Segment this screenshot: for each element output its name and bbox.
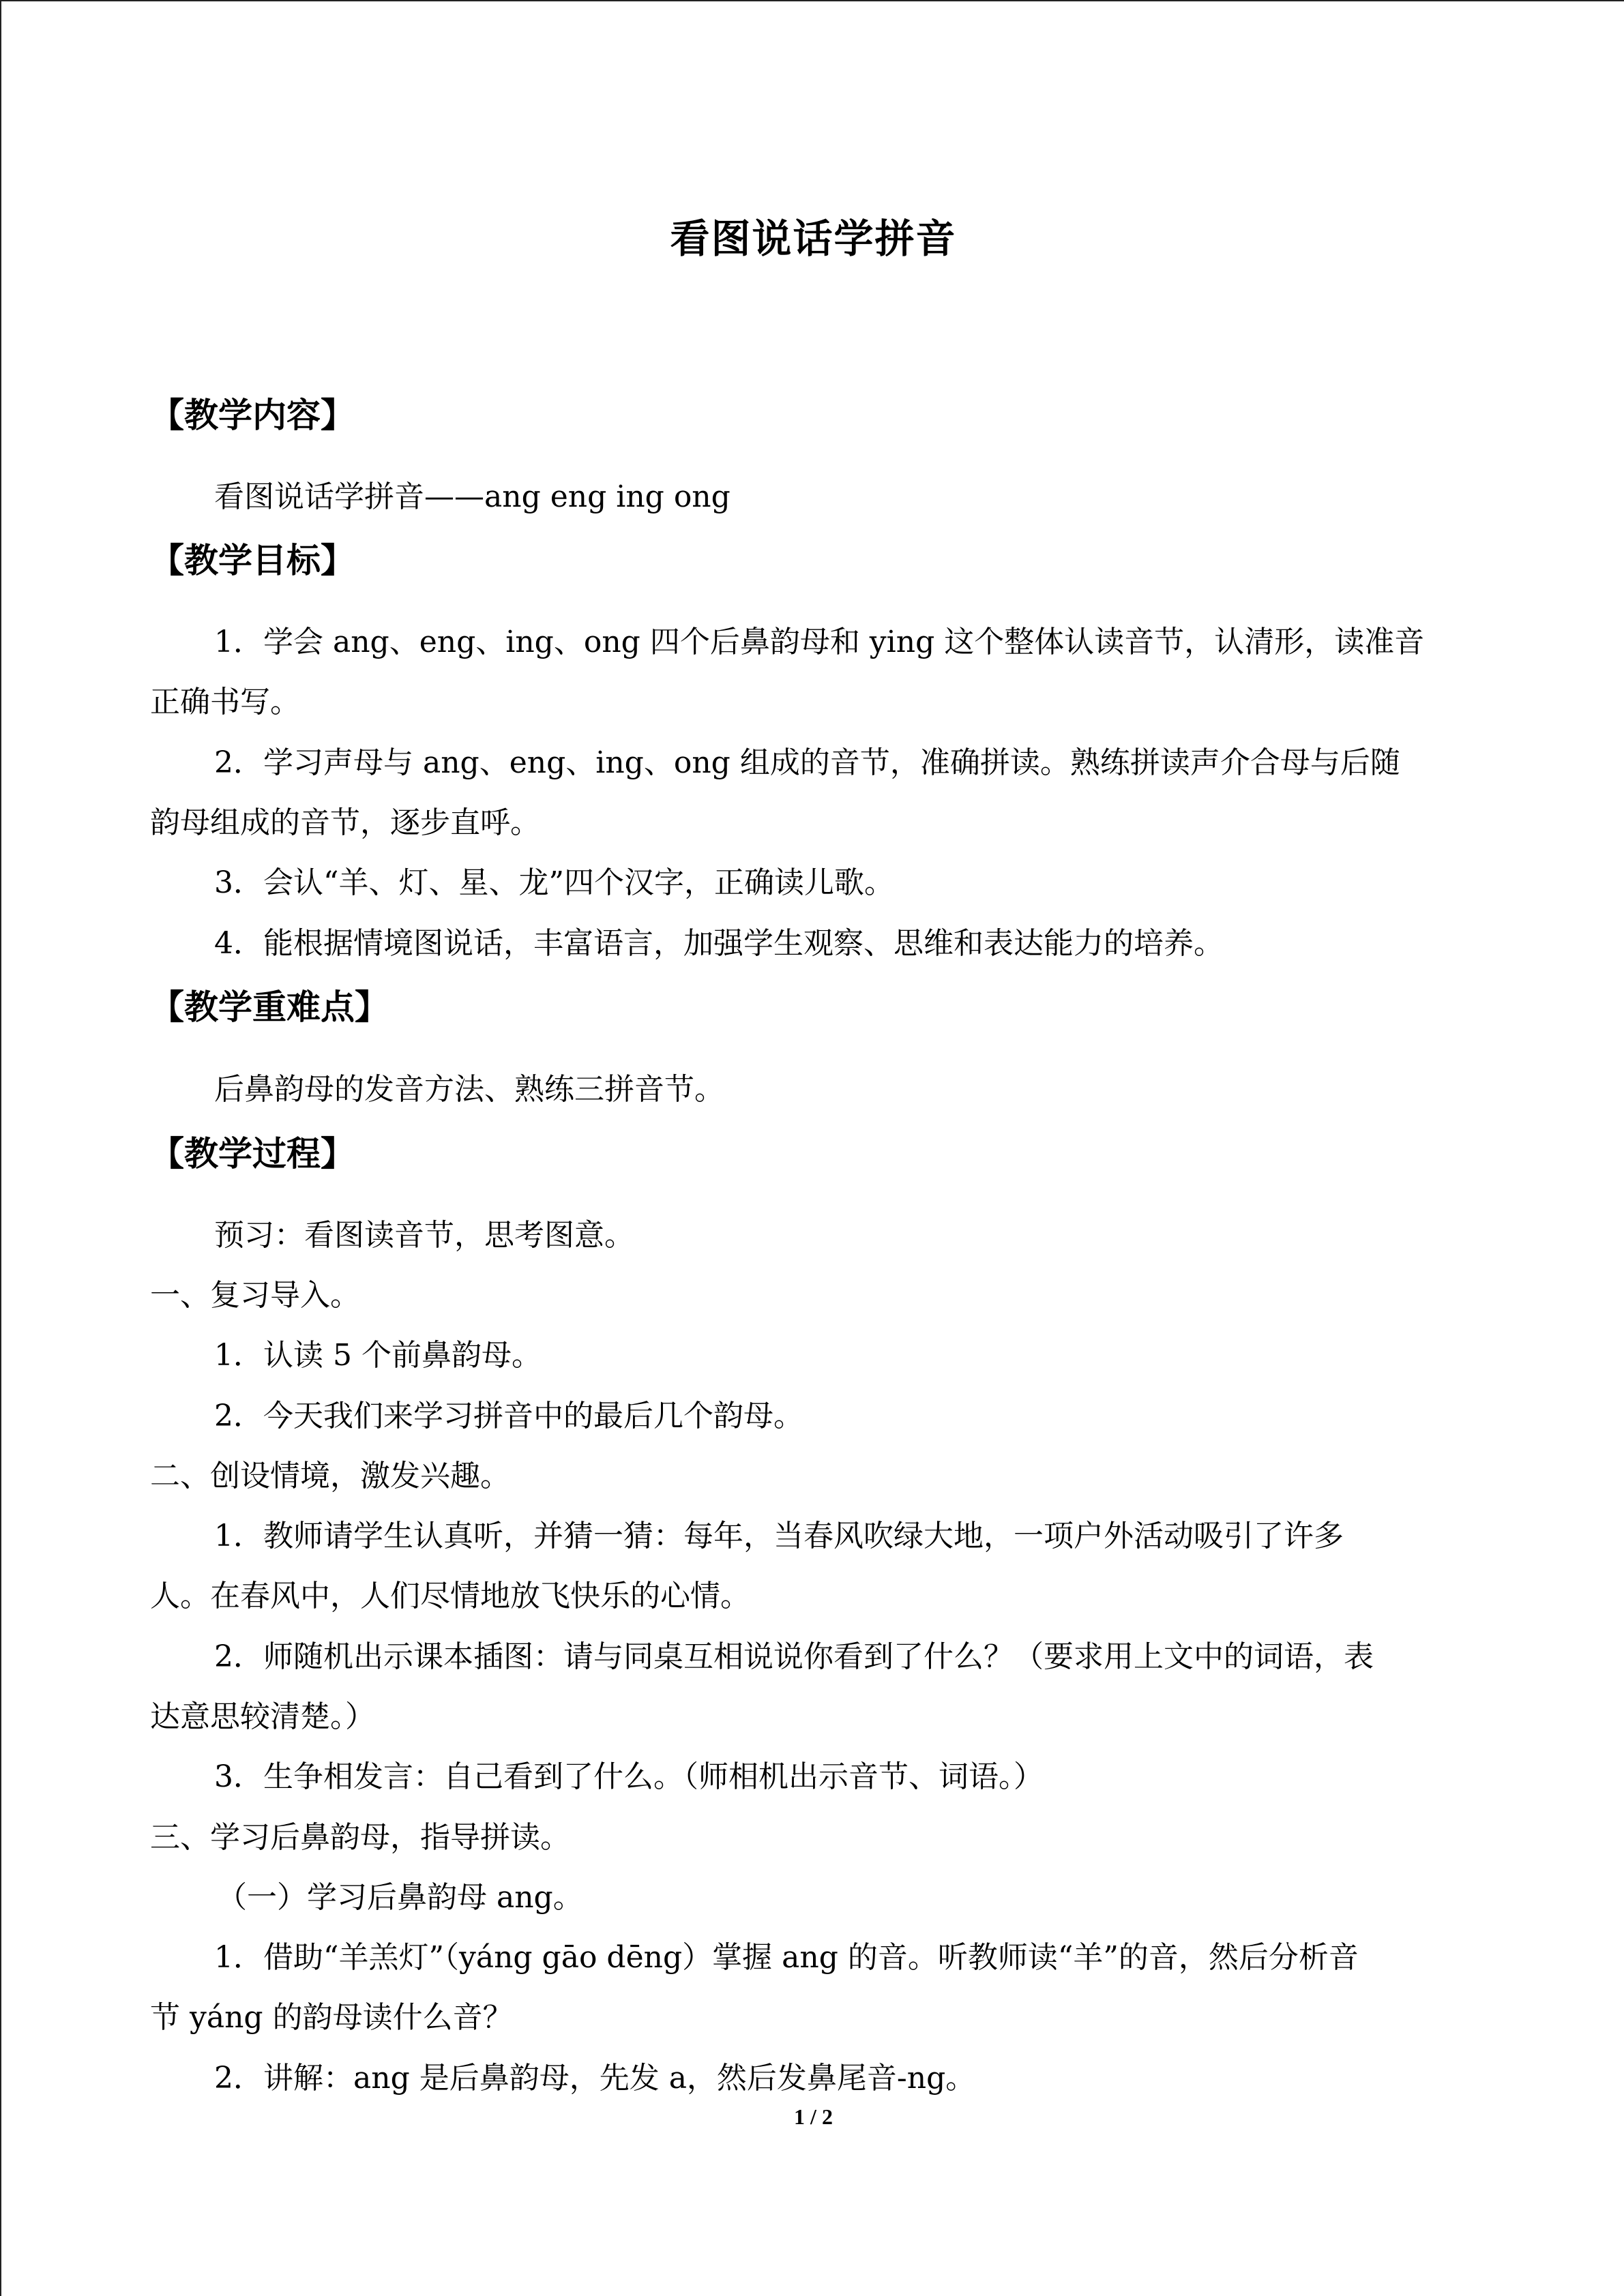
goal-line: 4．能根据情境图说话，丰富语言，加强学生观察、思维和表达能力的培养。 bbox=[214, 926, 1224, 961]
process-line: （一）学习后鼻韵母 ang。 bbox=[217, 1880, 583, 1915]
process-line: 人。在春风中，人们尽情地放飞快乐的心情。 bbox=[150, 1579, 750, 1613]
process-line: 节 yáng 的韵母读什么音？ bbox=[150, 2000, 513, 2035]
process-line: 三、学习后鼻韵母，指导拼读。 bbox=[150, 1820, 570, 1855]
process-line: 2．讲解：ang 是后鼻韵母，先发 a，然后发鼻尾音-ng。 bbox=[214, 2061, 976, 2096]
process-line: 预习：看图读音节，思考图意。 bbox=[214, 1218, 634, 1253]
section-heading-process: 【教学过程】 bbox=[150, 1134, 355, 1174]
process-line: 3．生争相发言：自己看到了什么。（师相机出示音节、词语。） bbox=[214, 1759, 1044, 1794]
section-heading-key-points: 【教学重难点】 bbox=[150, 987, 389, 1027]
process-line: 达意思较清楚。） bbox=[150, 1699, 375, 1734]
process-line: 二、创设情境，激发兴趣。 bbox=[150, 1459, 510, 1493]
section-heading-content: 【教学内容】 bbox=[150, 396, 355, 435]
section-heading-goals: 【教学目标】 bbox=[150, 541, 355, 580]
goal-line: 正确书写。 bbox=[150, 685, 300, 719]
process-line: 1．教师请学生认真听，并猜一猜：每年，当春风吹绿大地，一项户外活动吸引了许多 bbox=[214, 1519, 1344, 1553]
process-line: 1．借助“羊羔灯”（yáng gāo dēng）掌握 ang 的音。听教师读“羊”的音，然后分析音 bbox=[214, 1940, 1359, 1975]
process-line: 2．师随机出示课本插图：请与同桌互相说说你看到了什么？（要求用上文中的词语，表 bbox=[214, 1639, 1374, 1674]
process-line: 1．认读 5 个前鼻韵母。 bbox=[214, 1338, 542, 1373]
document-title: 看图说话学拼音 bbox=[670, 215, 957, 262]
goal-line: 3．会认“羊、灯、星、龙”四个汉字，正确读儿歌。 bbox=[214, 865, 894, 900]
process-line: 一、复习导入。 bbox=[150, 1278, 360, 1313]
page-indicator: 1 / 2 bbox=[794, 2104, 833, 2129]
goal-line: 2．学习声母与 ang、eng、ing、ong 组成的音节，准确拼读。熟练拼读声介合母与后随 bbox=[214, 745, 1400, 780]
process-line: 2．今天我们来学习拼音中的最后几个韵母。 bbox=[214, 1399, 803, 1433]
goal-line: 韵母组成的音节，逐步直呼。 bbox=[150, 805, 540, 840]
key-point-line: 后鼻韵母的发音方法、熟练三拼音节。 bbox=[214, 1072, 724, 1107]
content-line: 看图说话学拼音——ang eng ing ong bbox=[214, 479, 730, 514]
goal-line: 1．学会 ang、eng、ing、ong 四个后鼻韵母和 ying 这个整体认读音节，认清形，读准音 bbox=[214, 625, 1425, 659]
